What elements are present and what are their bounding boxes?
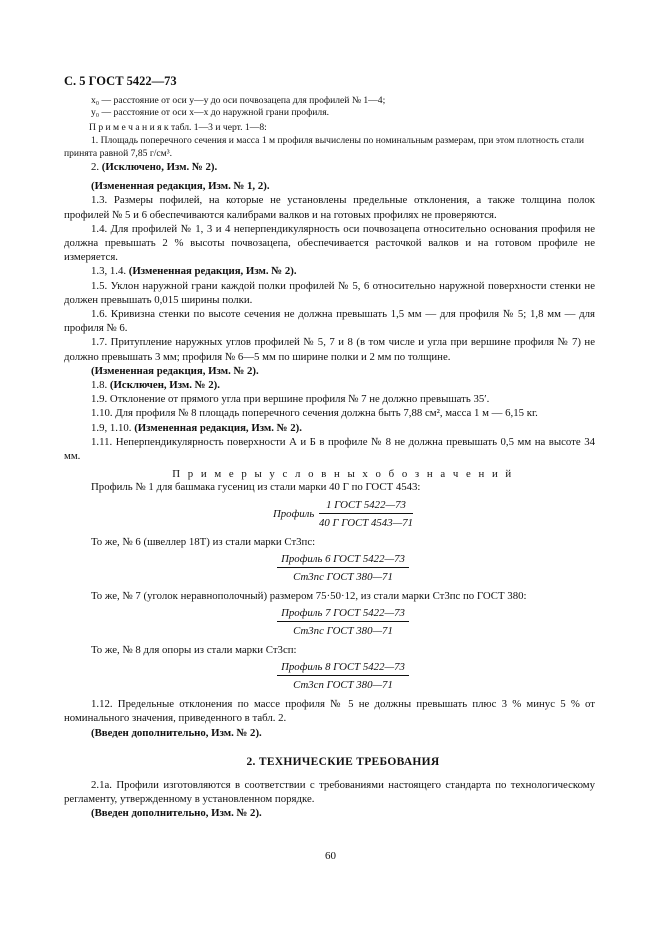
clause-1-4: 1.4. Для профилей № 1, 3 и 4 неперпендикулярность оси почвозацепа относительно основания профиля не должна превышать 2 % высоты почвозацепа, обеспечивается расточкой валков и на готовом профиле не измеряется. bbox=[64, 222, 595, 264]
example-3-fraction bbox=[277, 607, 409, 637]
notes-title: П р и м е ч а н и я к табл. 1—3 и черт. 1—8: bbox=[89, 121, 267, 133]
example-2-text: То же, № 6 (швеллер 18Т) из стали марки Ст3пс: bbox=[91, 535, 316, 548]
note-2-num: 2. bbox=[91, 161, 102, 174]
note-2-status: (Исключено, Изм. № 2). bbox=[101, 161, 218, 174]
clause-1-6: 1.6. Кривизна стенки по высоте сечения не должна превышать 1,5 мм — для профиля № 5; 1,8 мм — для профиля № 6. bbox=[64, 308, 595, 335]
page-header: С. 5 ГОСТ 5422—73 bbox=[64, 74, 177, 88]
example-4-numerator: Профиль 8 ГОСТ 5422—73 bbox=[277, 661, 409, 676]
clause-1-9-1-10-amend bbox=[91, 421, 595, 435]
example-3-numerator: Профиль 7 ГОСТ 5422—73 bbox=[277, 607, 409, 622]
example-4-fraction bbox=[277, 661, 409, 691]
clause-1-11: 1.11. Неперпендикулярность поверхности А и Б в профиле № 8 не должна превышать 0,5 мм на высоте 34 мм. bbox=[64, 435, 595, 463]
example-3-text: То же, № 7 (уголок неравнополочный) размером 75·50·12, из стали марки Ст3пс по ГОСТ 380: bbox=[91, 589, 527, 602]
clause-1-3-1-4-status: (Измененная редакция, Изм. № 2). bbox=[128, 265, 297, 278]
clause-2-1a: 2.1а. Профили изготовляются в соответствии с требованиями настоящего стандарта по технологическому регламенту, утвержденному в установленном порядке. bbox=[64, 778, 595, 805]
note-1: 1. Площадь поперечного сечения и масса 1 м профиля вычислены по номинальным размерам, при этом плотность стали принята равной 7,85 г/см³. bbox=[64, 135, 585, 159]
amended-2-a: (Измененная редакция, Изм. № 2). bbox=[91, 364, 259, 377]
example-3-designation bbox=[91, 607, 595, 637]
example-1-designation bbox=[91, 499, 595, 529]
clause-1-9-1-10-num: 1.9, 1.10. bbox=[91, 421, 135, 434]
clause-1-5: 1.5. Уклон наружной грани каждой полки профилей № 5, 6 относительно наружной поверхности стенки не должен превышать 0,015 ширины полки. bbox=[64, 279, 595, 306]
section-title: 2. ТЕХНИЧЕСКИЕ ТРЕБОВАНИЯ bbox=[246, 755, 440, 768]
clause-1-9-1-10-status: (Измененная редакция, Изм. № 2). bbox=[134, 421, 302, 434]
page-number: 60 bbox=[325, 850, 336, 862]
clause-1-7: 1.7. Притупление наружных углов профилей № 5, 7 и 8 (в том числе и угла при вершине профиля № 7) не должно превышать 3 мм; профиля № 6—5 мм по ширине полки и 2 мм по толщине. bbox=[64, 336, 595, 363]
clause-1-8-status: (Исключен, Изм. № 2). bbox=[109, 379, 220, 392]
example-1-denominator: 40 Г ГОСТ 4543—71 bbox=[318, 516, 413, 529]
example-3-denominator: Ст3пс ГОСТ 380—71 bbox=[293, 624, 393, 637]
clause-1-8-num: 1.8. bbox=[91, 379, 110, 392]
example-2-denominator: Ст3пс ГОСТ 380—71 bbox=[293, 570, 393, 583]
example-1-label: Профиль bbox=[272, 507, 315, 520]
note-x0: x₀ — расстояние от оси y—y до оси почвозацепа для профилей № 1—4; bbox=[91, 95, 386, 106]
note-2 bbox=[91, 160, 595, 174]
example-2-designation bbox=[91, 553, 595, 583]
clause-1-12: 1.12. Предельные отклонения по массе профиля № 5 не должны превышать плюс 3 % минус 5 % от номинального значения, приведенного в табл. 2. bbox=[64, 698, 595, 725]
page-content bbox=[64, 95, 595, 820]
example-1-numerator: 1 ГОСТ 5422—73 bbox=[319, 499, 413, 514]
example-1-text: Профиль № 1 для башмака гусениц из стали марки 40 Г по ГОСТ 4543: bbox=[91, 481, 421, 494]
clause-1-10: 1.10. Для профиля № 8 площадь поперечного сечения должна быть 7,88 см², масса 1 м — 6,15 кг. bbox=[91, 407, 538, 420]
examples-heading: П р и м е р ы у с л о в н ы х о б о з н а ч е н и й bbox=[172, 468, 514, 481]
example-4-designation bbox=[91, 661, 595, 691]
example-1-fraction bbox=[319, 499, 413, 529]
example-4-text: То же, № 8 для опоры из стали марки Ст3сп: bbox=[91, 643, 297, 656]
clause-1-3: 1.3. Размеры пофилей, на которые не установлены предельные отклонения, а также толщина полок профилей № 5 и 6 обеспечиваются калибрами валков и на готовых профилях не проверяются. bbox=[64, 194, 595, 221]
note-y0: y₀ — расстояние от оси x—x до наружной грани профиля. bbox=[91, 107, 330, 119]
example-2-fraction bbox=[277, 553, 409, 583]
example-2-numerator: Профиль 6 ГОСТ 5422—73 bbox=[277, 553, 409, 568]
added-note-2: (Введен дополнительно, Изм. № 2). bbox=[91, 807, 262, 820]
example-4-denominator: Ст3сп ГОСТ 380—71 bbox=[293, 679, 393, 692]
clause-1-8 bbox=[91, 378, 595, 392]
clause-1-3-1-4-amend bbox=[91, 264, 595, 278]
clause-1-9: 1.9. Отклонение от прямого угла при вершине профиля № 7 не должно превышать 35′. bbox=[91, 393, 490, 406]
amended-1-2: (Измененная редакция, Изм. № 1, 2). bbox=[91, 180, 270, 193]
clause-1-3-1-4-num: 1.3, 1.4. bbox=[91, 265, 129, 278]
added-note-1: (Введен дополнительно, Изм. № 2). bbox=[91, 726, 262, 739]
